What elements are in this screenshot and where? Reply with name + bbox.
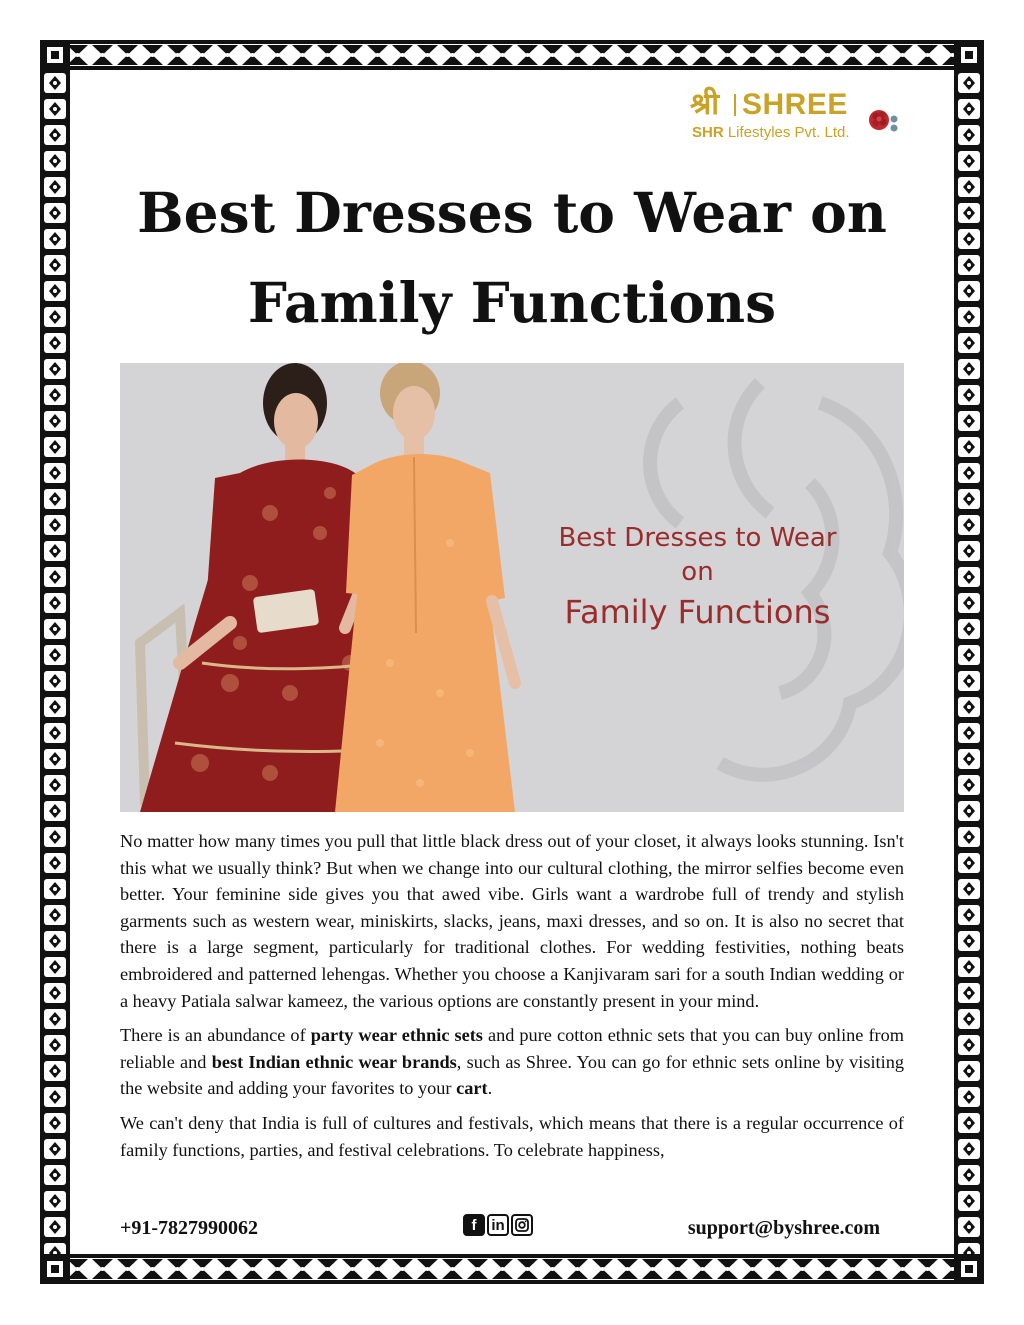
p2-text-3: , such as Shree. You can go for ethnic sets online by visiting the website and adding your favorites to your [120, 1051, 904, 1099]
paragraph-3: We can't deny that India is full of cultures and festivals, which means that there is a regular occurrence of family functions, parties, and festival celebrations. To celebrate happiness, [120, 1112, 904, 1160]
flower-logo-icon [868, 106, 900, 138]
paragraph-2 [120, 1022, 904, 1102]
title-line-2: Family Functions [247, 270, 777, 335]
p2-text-4: . [487, 1078, 493, 1099]
link-cart[interactable]: cart [456, 1078, 488, 1099]
logo-name: SHREE [742, 88, 848, 121]
social-icons [463, 1214, 533, 1236]
paragraph-1: No matter how many times you pull that little black dress out of your closet, it always looks stunning. Isn't this what we usually think? But when we change into our cultural clothing, the mirror selfies become even better. Your feminine side gives you that awed vibe. Girls want a wardrobe full of trendy and stylish garments such as western wear, miniskirts, slacks, jeans, maxi dresses, and so on. It is also no secret that there is a large segment, particularly for traditional clothes. For wedding festivities, nothing beats embroidered and patterned lehengas. Whether you choose a Kanjivaram sari for a south Indian wedding or a heavy Patiala salwar kameez, the various options are constantly present in your mind. [120, 831, 904, 1011]
link-best-indian-ethnic-wear-brands[interactable]: best Indian ethnic wear brands [211, 1051, 457, 1072]
brand-logo [690, 88, 910, 148]
page-footer [120, 1214, 880, 1246]
instagram-glyph [515, 1218, 529, 1232]
logo-sub-rest: Lifestyles Pvt. Ltd. [723, 124, 850, 141]
hero-line-3: Family Functions [564, 593, 831, 631]
border-pattern-top [40, 40, 984, 70]
border-top [40, 40, 984, 70]
logo-divider [734, 94, 736, 116]
article-body [120, 828, 904, 1171]
p2-text-2: and pure cotton ethnic sets that you can buy online from reliable and [120, 1025, 904, 1072]
border-right [954, 40, 984, 1284]
hero-banner-image [120, 363, 904, 812]
linkedin-icon[interactable]: in [487, 1214, 509, 1236]
hero-line-1: Best Dresses to Wear [558, 523, 837, 553]
border-bottom [40, 1254, 984, 1284]
facebook-icon[interactable]: f [463, 1214, 485, 1236]
border-pattern-left [40, 70, 70, 1254]
border-pattern-right [954, 70, 984, 1254]
support-email[interactable]: support@byshree.com [687, 1217, 880, 1239]
logo-sub-bold: SHR [692, 124, 724, 141]
border-pattern-bottom [40, 1254, 984, 1284]
instagram-icon[interactable] [511, 1214, 533, 1236]
logo-subtitle [692, 124, 850, 141]
hero-line-2: on [681, 557, 714, 587]
link-party-wear-ethnic-sets[interactable]: party wear ethnic sets [310, 1025, 483, 1046]
border-left [40, 40, 70, 1284]
logo-devanagari: श्री [690, 87, 720, 122]
title-line-1: Best Dresses to Wear on [137, 180, 887, 245]
phone-number[interactable]: +91-7827990062 [120, 1217, 259, 1239]
hero-caption [520, 521, 875, 635]
p2-text-1: There is an abundance of [120, 1025, 311, 1046]
page-title [100, 168, 924, 348]
